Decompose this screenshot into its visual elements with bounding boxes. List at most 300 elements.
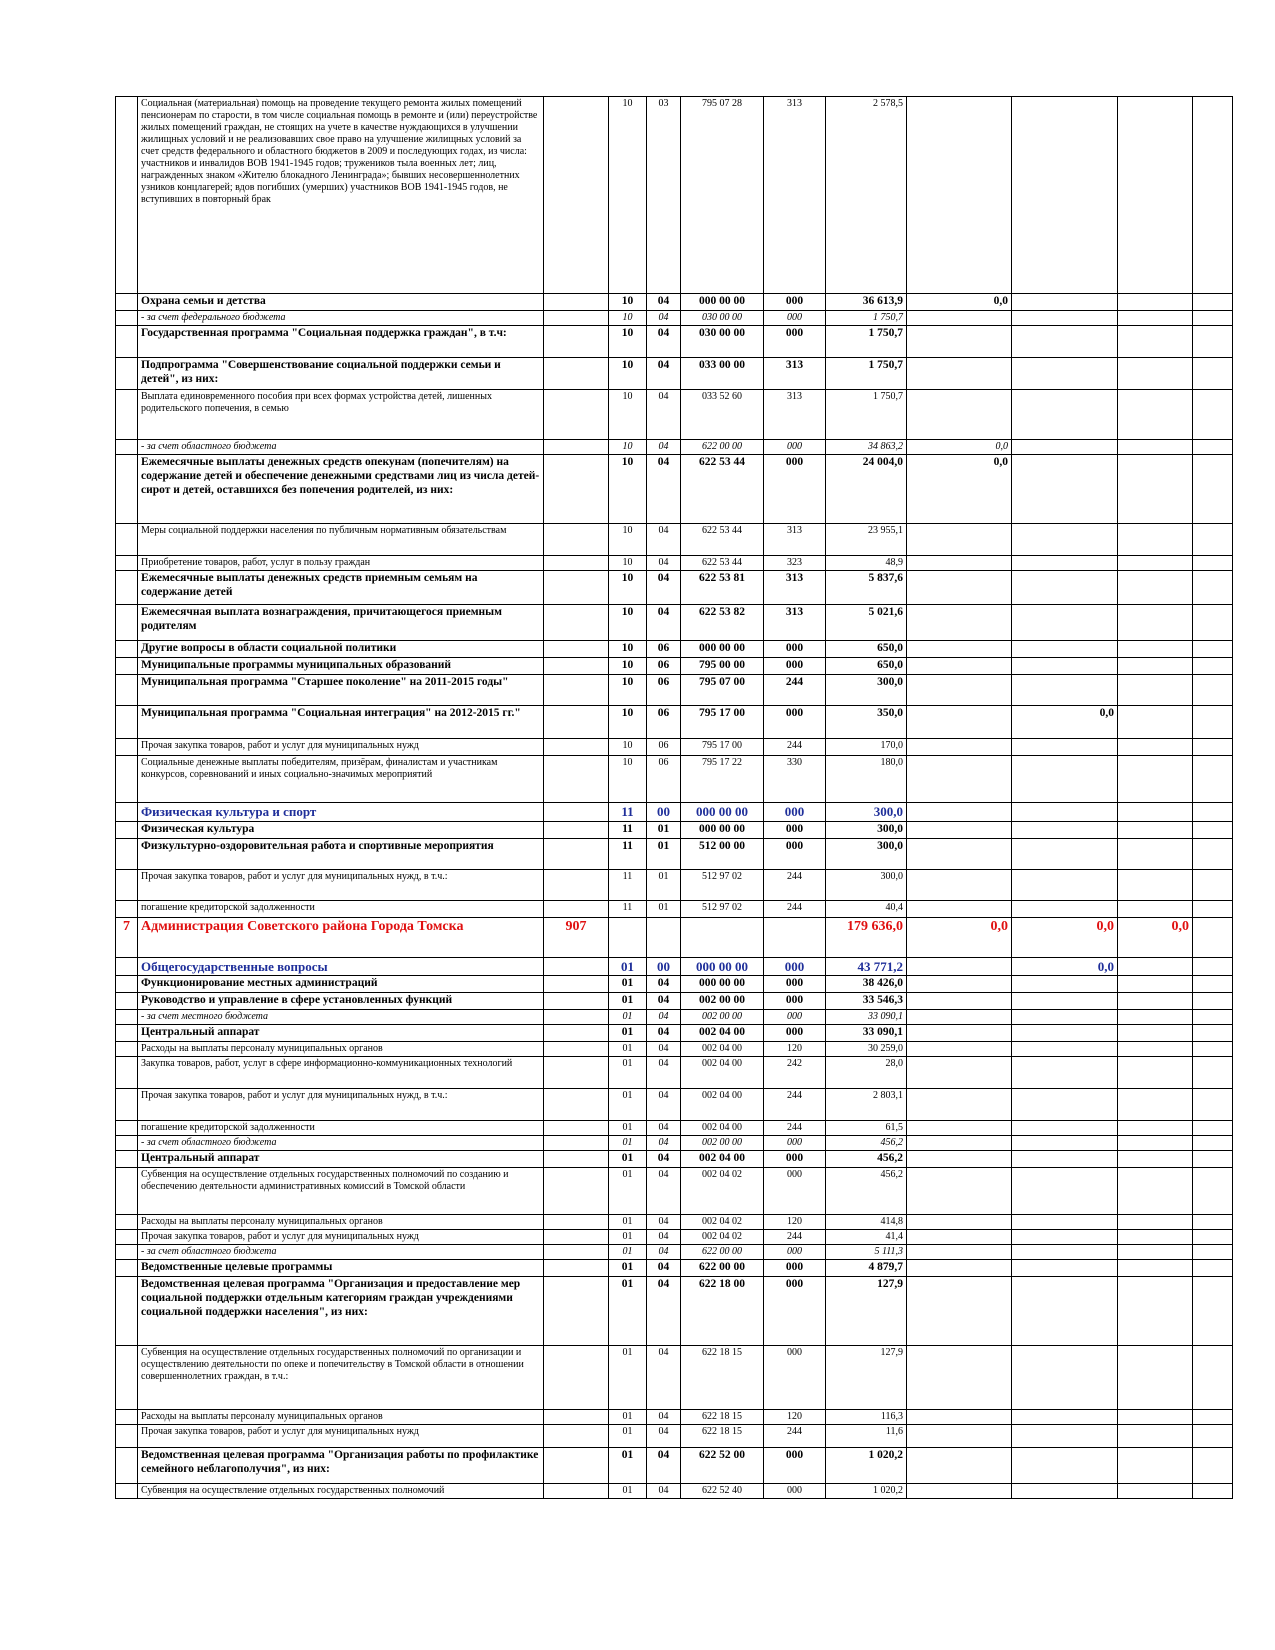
row-description: Выплата единовременного пособия при всех формах устройства детей, лишенных родительского попечения, в семью xyxy=(138,390,544,440)
row-subsection: 04 xyxy=(647,1042,681,1057)
table-row xyxy=(116,390,1233,440)
row-change-3 xyxy=(1118,1410,1193,1425)
row-change-3 xyxy=(1118,1215,1193,1230)
row-admin-code xyxy=(544,675,609,706)
row-section: 10 xyxy=(609,440,647,455)
row-sum: 2 578,5 xyxy=(826,97,907,294)
row-change-2 xyxy=(1012,838,1118,869)
row-extra xyxy=(1193,993,1233,1010)
row-target-article: 030 00 00 xyxy=(681,311,764,326)
row-admin-code xyxy=(544,97,609,294)
row-change-3 xyxy=(1118,1484,1193,1499)
row-section: 01 xyxy=(609,1410,647,1425)
row-subsection: 04 xyxy=(647,1215,681,1230)
row-change-2 xyxy=(1012,1277,1118,1346)
row-subsection: 04 xyxy=(647,1010,681,1025)
row-admin-code xyxy=(544,1260,609,1277)
table-row xyxy=(116,1346,1233,1410)
row-subsection: 04 xyxy=(647,1230,681,1245)
row-sum: 33 090,1 xyxy=(826,1025,907,1042)
row-change-3 xyxy=(1118,1277,1193,1346)
row-subsection: 06 xyxy=(647,739,681,756)
row-number xyxy=(116,1136,138,1151)
row-section: 10 xyxy=(609,706,647,739)
row-change-3 xyxy=(1118,641,1193,658)
row-change-2 xyxy=(1012,1425,1118,1448)
row-change-1 xyxy=(907,1025,1012,1042)
row-change-3 xyxy=(1118,869,1193,900)
row-change-1 xyxy=(907,675,1012,706)
row-subsection: 06 xyxy=(647,675,681,706)
row-sum: 4 879,7 xyxy=(826,1260,907,1277)
table-row xyxy=(116,1025,1233,1042)
row-subsection: 04 xyxy=(647,1425,681,1448)
row-subsection: 01 xyxy=(647,869,681,900)
row-sum: 127,9 xyxy=(826,1277,907,1346)
row-expense-type: 000 xyxy=(764,821,826,838)
row-number xyxy=(116,390,138,440)
row-section: 10 xyxy=(609,358,647,390)
row-expense-type: 000 xyxy=(764,311,826,326)
row-change-1 xyxy=(907,706,1012,739)
row-change-3 xyxy=(1118,455,1193,524)
row-number xyxy=(116,641,138,658)
row-sum: 5 111,3 xyxy=(826,1245,907,1260)
row-sum: 30 259,0 xyxy=(826,1042,907,1057)
row-change-3 xyxy=(1118,326,1193,358)
row-sum: 24 004,0 xyxy=(826,455,907,524)
row-extra xyxy=(1193,524,1233,556)
table-row xyxy=(116,1448,1233,1484)
row-number: 7 xyxy=(116,917,138,957)
row-subsection: 04 xyxy=(647,1484,681,1499)
row-subsection: 04 xyxy=(647,993,681,1010)
row-extra xyxy=(1193,1484,1233,1499)
table-row xyxy=(116,838,1233,869)
row-change-1: 0,0 xyxy=(907,917,1012,957)
row-change-3 xyxy=(1118,440,1193,455)
row-section: 10 xyxy=(609,455,647,524)
row-number xyxy=(116,1346,138,1410)
row-subsection: 04 xyxy=(647,311,681,326)
row-expense-type: 000 xyxy=(764,706,826,739)
row-number xyxy=(116,706,138,739)
row-sum: 350,0 xyxy=(826,706,907,739)
row-change-2 xyxy=(1012,605,1118,641)
row-sum: 38 426,0 xyxy=(826,976,907,993)
row-description: Прочая закупка товаров, работ и услуг для муниципальных нужд xyxy=(138,1425,544,1448)
row-extra xyxy=(1193,900,1233,917)
row-change-2 xyxy=(1012,993,1118,1010)
row-change-3 xyxy=(1118,900,1193,917)
row-admin-code: 907 xyxy=(544,917,609,957)
row-change-1 xyxy=(907,1151,1012,1168)
row-expense-type: 000 xyxy=(764,440,826,455)
row-change-2 xyxy=(1012,1168,1118,1215)
table-row xyxy=(116,440,1233,455)
row-subsection: 04 xyxy=(647,556,681,571)
row-subsection: 06 xyxy=(647,756,681,803)
row-expense-type: 000 xyxy=(764,326,826,358)
row-subsection: 04 xyxy=(647,390,681,440)
row-target-article: 002 04 00 xyxy=(681,1042,764,1057)
row-section: 01 xyxy=(609,1245,647,1260)
row-section: 11 xyxy=(609,869,647,900)
row-sum: 5 021,6 xyxy=(826,605,907,641)
row-admin-code xyxy=(544,1089,609,1121)
row-description: Прочая закупка товаров, работ и услуг для муниципальных нужд xyxy=(138,1230,544,1245)
row-target-article: 622 53 44 xyxy=(681,556,764,571)
row-change-3 xyxy=(1118,524,1193,556)
row-sum: 300,0 xyxy=(826,869,907,900)
row-admin-code xyxy=(544,455,609,524)
row-change-3 xyxy=(1118,311,1193,326)
row-target-article: 000 00 00 xyxy=(681,957,764,976)
row-change-2 xyxy=(1012,1245,1118,1260)
row-change-3 xyxy=(1118,675,1193,706)
row-subsection: 04 xyxy=(647,605,681,641)
row-admin-code xyxy=(544,957,609,976)
row-description: Расходы на выплаты персоналу муниципальных органов xyxy=(138,1410,544,1425)
row-sum: 650,0 xyxy=(826,658,907,675)
row-target-article: 002 00 00 xyxy=(681,1010,764,1025)
row-section: 10 xyxy=(609,658,647,675)
row-change-2 xyxy=(1012,294,1118,311)
row-extra xyxy=(1193,821,1233,838)
row-change-3 xyxy=(1118,1121,1193,1136)
row-expense-type: 244 xyxy=(764,900,826,917)
row-description: Физическая культура и спорт xyxy=(138,803,544,822)
row-admin-code xyxy=(544,1025,609,1042)
row-admin-code xyxy=(544,1245,609,1260)
row-section xyxy=(609,917,647,957)
row-extra xyxy=(1193,440,1233,455)
row-extra xyxy=(1193,1448,1233,1484)
row-description: Прочая закупка товаров, работ и услуг для муниципальных нужд xyxy=(138,739,544,756)
row-number xyxy=(116,1057,138,1089)
row-number xyxy=(116,1260,138,1277)
row-admin-code xyxy=(544,524,609,556)
row-section: 01 xyxy=(609,1484,647,1499)
row-section: 01 xyxy=(609,1121,647,1136)
row-change-2 xyxy=(1012,1025,1118,1042)
row-number xyxy=(116,658,138,675)
row-number xyxy=(116,1168,138,1215)
row-description: Субвенция на осуществление отдельных государственных полномочий по организации и осуществлению деятельности по опеке и попечительству в Томской области в отношении совершеннолетних граждан, в т.ч.: xyxy=(138,1346,544,1410)
row-admin-code xyxy=(544,838,609,869)
budget-table-body xyxy=(116,97,1233,1499)
row-sum: 2 803,1 xyxy=(826,1089,907,1121)
row-change-1 xyxy=(907,1057,1012,1089)
row-expense-type: 000 xyxy=(764,1346,826,1410)
row-section: 10 xyxy=(609,311,647,326)
row-extra xyxy=(1193,1168,1233,1215)
row-change-2 xyxy=(1012,675,1118,706)
row-description: Социальная (материальная) помощь на проведение текущего ремонта жилых помещений пенсионерам по старости, в том числе социальная помощь в ремонте и (или) переустройстве жилых помещений граждан, не стоящих на учете в качестве нуждающихся в улучшении жилищных условий и не реализовавших свое право на улучшение жилищных условий за счет средств федерального и областного бюджетов в 2009 и последующих годах, из числа: участников и инвалидов ВОВ 1941-1945 годов; тружеников тыла военных лет; лиц, награжденных знаком «Жителю блокадного Ленинграда»; бывших несовершеннолетних узников концлагерей; вдов погибших (умерших) участников ВОВ 1941-1945 годов, не вступивших в повторный брак xyxy=(138,97,544,294)
row-subsection: 04 xyxy=(647,1346,681,1410)
row-target-article: 002 04 00 xyxy=(681,1151,764,1168)
row-number xyxy=(116,358,138,390)
row-change-3 xyxy=(1118,706,1193,739)
row-extra xyxy=(1193,917,1233,957)
row-change-3 xyxy=(1118,821,1193,838)
row-target-article: 033 52 60 xyxy=(681,390,764,440)
row-section: 01 xyxy=(609,1042,647,1057)
row-expense-type: 000 xyxy=(764,957,826,976)
row-change-1 xyxy=(907,641,1012,658)
row-admin-code xyxy=(544,1057,609,1089)
table-row xyxy=(116,900,1233,917)
row-extra xyxy=(1193,641,1233,658)
row-description: Общегосударственные вопросы xyxy=(138,957,544,976)
row-admin-code xyxy=(544,739,609,756)
row-expense-type: 244 xyxy=(764,739,826,756)
row-number xyxy=(116,1245,138,1260)
table-row xyxy=(116,1260,1233,1277)
row-change-1 xyxy=(907,803,1012,822)
row-extra xyxy=(1193,658,1233,675)
table-row xyxy=(116,326,1233,358)
row-target-article: 622 18 15 xyxy=(681,1425,764,1448)
table-row xyxy=(116,97,1233,294)
row-extra xyxy=(1193,1425,1233,1448)
row-change-3 xyxy=(1118,605,1193,641)
row-description: Расходы на выплаты персоналу муниципальных органов xyxy=(138,1042,544,1057)
row-expense-type: 120 xyxy=(764,1215,826,1230)
row-section: 01 xyxy=(609,1057,647,1089)
row-target-article: 622 53 44 xyxy=(681,524,764,556)
row-section: 01 xyxy=(609,957,647,976)
row-extra xyxy=(1193,803,1233,822)
row-expense-type: 000 xyxy=(764,976,826,993)
row-number xyxy=(116,1448,138,1484)
row-description: - за счет областного бюджета xyxy=(138,1245,544,1260)
row-change-2 xyxy=(1012,641,1118,658)
table-row xyxy=(116,976,1233,993)
row-target-article: 795 17 00 xyxy=(681,706,764,739)
row-sum: 33 546,3 xyxy=(826,993,907,1010)
row-extra xyxy=(1193,1089,1233,1121)
row-extra xyxy=(1193,706,1233,739)
row-admin-code xyxy=(544,390,609,440)
row-extra xyxy=(1193,97,1233,294)
row-target-article: 622 00 00 xyxy=(681,440,764,455)
row-change-1 xyxy=(907,993,1012,1010)
row-section: 10 xyxy=(609,739,647,756)
row-expense-type: 313 xyxy=(764,97,826,294)
row-description: Ведомственная целевая программа "Организация и предоставление мер социальной поддержки отдельным категориям граждан учреждениями социальной поддержки населения", из них: xyxy=(138,1277,544,1346)
row-change-3 xyxy=(1118,390,1193,440)
row-admin-code xyxy=(544,706,609,739)
row-change-3 xyxy=(1118,294,1193,311)
row-subsection: 04 xyxy=(647,1410,681,1425)
row-change-3 xyxy=(1118,358,1193,390)
row-extra xyxy=(1193,1346,1233,1410)
row-number xyxy=(116,605,138,641)
row-extra xyxy=(1193,976,1233,993)
row-expense-type: 000 xyxy=(764,1010,826,1025)
table-row xyxy=(116,803,1233,822)
row-description: Государственная программа "Социальная поддержка граждан", в т.ч: xyxy=(138,326,544,358)
row-admin-code xyxy=(544,869,609,900)
row-change-2 xyxy=(1012,1230,1118,1245)
row-description: Муниципальная программа "Социальная интеграция" на 2012-2015 гг." xyxy=(138,706,544,739)
row-target-article: 795 00 00 xyxy=(681,658,764,675)
row-expense-type: 000 xyxy=(764,1025,826,1042)
row-sum: 414,8 xyxy=(826,1215,907,1230)
row-change-3 xyxy=(1118,838,1193,869)
row-expense-type: 000 xyxy=(764,1168,826,1215)
row-change-2 xyxy=(1012,455,1118,524)
row-sum: 116,3 xyxy=(826,1410,907,1425)
row-section: 01 xyxy=(609,1089,647,1121)
row-section: 01 xyxy=(609,1151,647,1168)
row-subsection: 06 xyxy=(647,641,681,658)
row-extra xyxy=(1193,838,1233,869)
row-section: 10 xyxy=(609,605,647,641)
row-description: Закупка товаров, работ, услуг в сфере информационно-коммуникационных технологий xyxy=(138,1057,544,1089)
row-description: Ведомственная целевая программа "Организация работы по профилактике семейного неблагополучия", из них: xyxy=(138,1448,544,1484)
row-description: Ежемесячные выплаты денежных средств приемным семьям на содержание детей xyxy=(138,571,544,605)
row-change-1 xyxy=(907,1042,1012,1057)
row-admin-code xyxy=(544,993,609,1010)
table-row xyxy=(116,1136,1233,1151)
row-number xyxy=(116,440,138,455)
table-row xyxy=(116,658,1233,675)
row-subsection: 04 xyxy=(647,1245,681,1260)
row-change-3 xyxy=(1118,976,1193,993)
row-number xyxy=(116,1215,138,1230)
row-admin-code xyxy=(544,976,609,993)
row-change-1 xyxy=(907,739,1012,756)
table-row xyxy=(116,675,1233,706)
row-sum: 456,2 xyxy=(826,1136,907,1151)
row-change-2 xyxy=(1012,390,1118,440)
row-change-2 xyxy=(1012,1215,1118,1230)
row-change-2 xyxy=(1012,1010,1118,1025)
row-change-3 xyxy=(1118,803,1193,822)
row-change-1 xyxy=(907,311,1012,326)
row-target-article: 795 17 00 xyxy=(681,739,764,756)
table-row xyxy=(116,756,1233,803)
row-change-2 xyxy=(1012,1410,1118,1425)
row-change-1 xyxy=(907,524,1012,556)
row-extra xyxy=(1193,326,1233,358)
row-change-2 xyxy=(1012,756,1118,803)
budget-table xyxy=(115,96,1233,1499)
row-description: Приобретение товаров, работ, услуг в пользу граждан xyxy=(138,556,544,571)
row-change-2 xyxy=(1012,556,1118,571)
row-section: 10 xyxy=(609,756,647,803)
row-description: Социальные денежные выплаты победителям, призёрам, финалистам и участникам конкурсов, соревнований и иных социально-значимых мероприятий xyxy=(138,756,544,803)
row-target-article: 622 18 15 xyxy=(681,1346,764,1410)
row-extra xyxy=(1193,1042,1233,1057)
row-admin-code xyxy=(544,756,609,803)
row-subsection: 00 xyxy=(647,803,681,822)
row-change-1 xyxy=(907,390,1012,440)
table-row xyxy=(116,358,1233,390)
row-admin-code xyxy=(544,1010,609,1025)
table-row xyxy=(116,706,1233,739)
row-expense-type: 000 xyxy=(764,1277,826,1346)
row-change-1 xyxy=(907,900,1012,917)
row-change-3 xyxy=(1118,756,1193,803)
row-change-1 xyxy=(907,1484,1012,1499)
row-extra xyxy=(1193,358,1233,390)
row-admin-code xyxy=(544,900,609,917)
row-number xyxy=(116,294,138,311)
table-row xyxy=(116,1168,1233,1215)
row-number xyxy=(116,993,138,1010)
row-description: Центральный аппарат xyxy=(138,1151,544,1168)
row-description: погашение кредиторской задолженности xyxy=(138,900,544,917)
row-section: 10 xyxy=(609,675,647,706)
row-target-article: 002 04 00 xyxy=(681,1089,764,1121)
row-admin-code xyxy=(544,641,609,658)
row-subsection: 04 xyxy=(647,1260,681,1277)
row-subsection: 06 xyxy=(647,658,681,675)
row-sum: 170,0 xyxy=(826,739,907,756)
row-change-3 xyxy=(1118,1425,1193,1448)
row-section: 01 xyxy=(609,1136,647,1151)
row-target-article: 002 04 00 xyxy=(681,1025,764,1042)
table-row xyxy=(116,821,1233,838)
row-admin-code xyxy=(544,556,609,571)
row-admin-code xyxy=(544,326,609,358)
row-target-article: 622 52 00 xyxy=(681,1448,764,1484)
row-change-1 xyxy=(907,1121,1012,1136)
row-change-2 xyxy=(1012,1484,1118,1499)
row-expense-type: 000 xyxy=(764,993,826,1010)
row-admin-code xyxy=(544,1448,609,1484)
row-change-2 xyxy=(1012,311,1118,326)
row-description: Физкультурно-оздоровительная работа и спортивные мероприятия xyxy=(138,838,544,869)
row-target-article: 622 00 00 xyxy=(681,1245,764,1260)
row-section: 11 xyxy=(609,900,647,917)
table-row xyxy=(116,869,1233,900)
row-change-1 xyxy=(907,1277,1012,1346)
row-number xyxy=(116,739,138,756)
row-change-2 xyxy=(1012,658,1118,675)
row-description: Другие вопросы в области социальной политики xyxy=(138,641,544,658)
row-number xyxy=(116,1425,138,1448)
row-number xyxy=(116,455,138,524)
row-target-article: 000 00 00 xyxy=(681,641,764,658)
row-extra xyxy=(1193,756,1233,803)
row-expense-type: 120 xyxy=(764,1410,826,1425)
row-admin-code xyxy=(544,1346,609,1410)
row-description: Руководство и управление в сфере установленных функций xyxy=(138,993,544,1010)
row-change-2 xyxy=(1012,1151,1118,1168)
row-extra xyxy=(1193,675,1233,706)
table-row xyxy=(116,455,1233,524)
row-change-2 xyxy=(1012,900,1118,917)
row-change-2 xyxy=(1012,976,1118,993)
row-sum: 1 750,7 xyxy=(826,390,907,440)
row-sum: 300,0 xyxy=(826,675,907,706)
row-admin-code xyxy=(544,1136,609,1151)
row-change-1 xyxy=(907,1010,1012,1025)
row-extra xyxy=(1193,1136,1233,1151)
row-change-1 xyxy=(907,1230,1012,1245)
row-change-2 xyxy=(1012,1260,1118,1277)
row-change-1 xyxy=(907,756,1012,803)
row-sum: 300,0 xyxy=(826,803,907,822)
row-change-3 xyxy=(1118,556,1193,571)
row-extra xyxy=(1193,1215,1233,1230)
row-change-1 xyxy=(907,1168,1012,1215)
row-admin-code xyxy=(544,803,609,822)
